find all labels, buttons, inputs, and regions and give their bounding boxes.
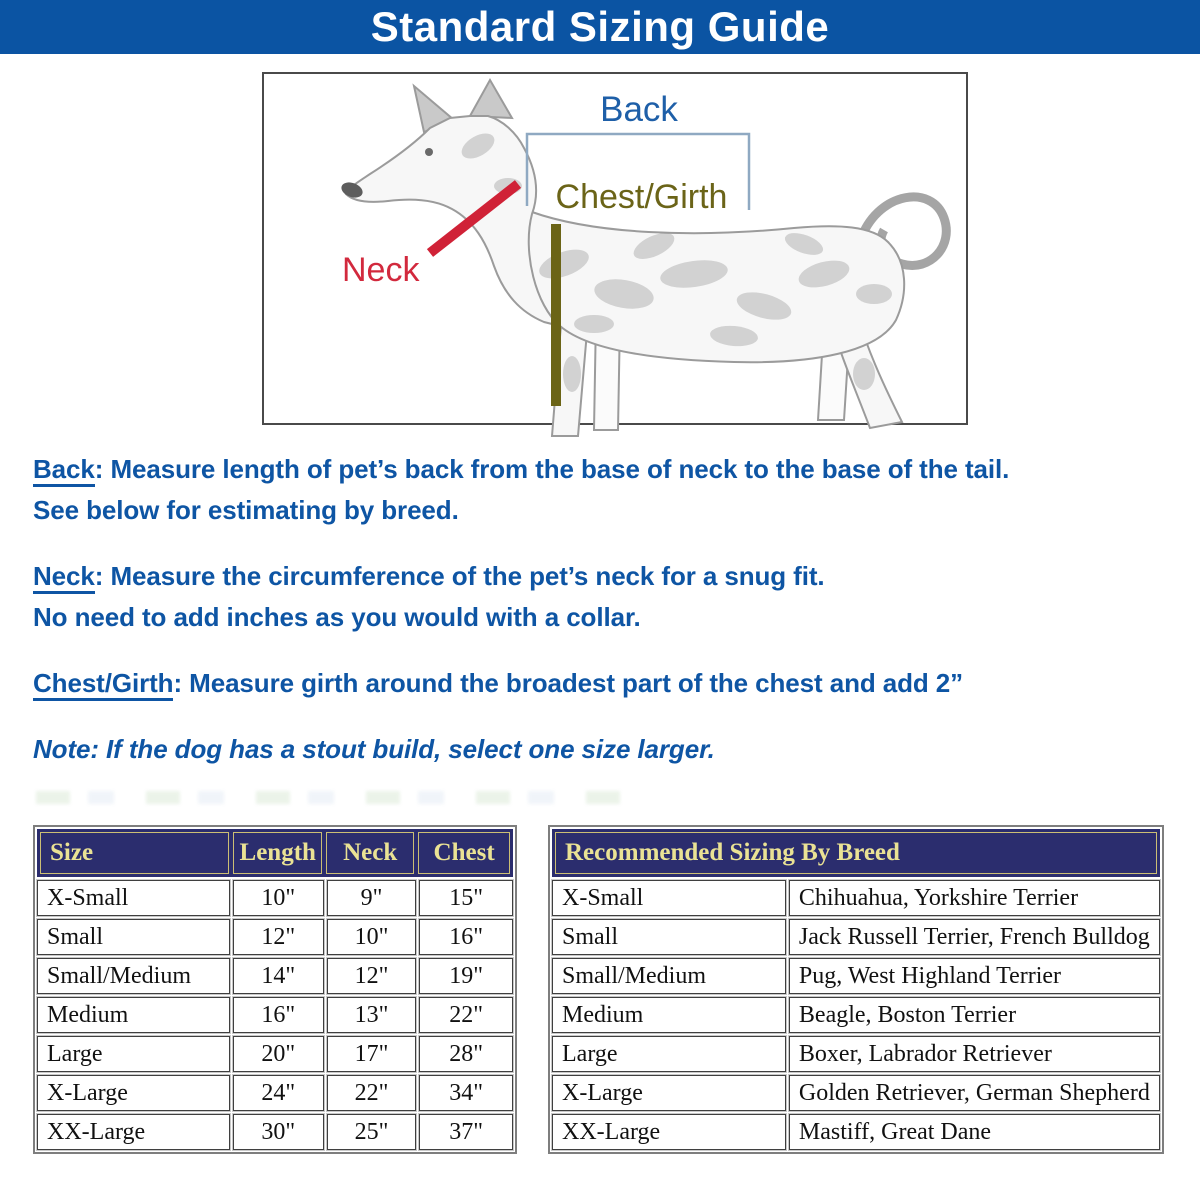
table-cell: Large [37, 1036, 230, 1072]
table-cell: Small [37, 919, 230, 955]
table-cell: XX-Large [37, 1114, 230, 1150]
breed-table-header-row [552, 829, 1160, 877]
table-cell: X-Large [37, 1075, 230, 1111]
back-text: : Measure length of pet’s back from the base of neck to the base of the tail. [94, 454, 1010, 484]
table-cell: Boxer, Labrador Retriever [789, 1036, 1160, 1072]
table-cell: 30" [233, 1114, 324, 1150]
chest-girth-measurement-label: Chest/Girth [555, 178, 728, 216]
table-cell: Golden Retriever, German Shepherd [789, 1075, 1160, 1111]
table-cell: Mastiff, Great Dane [789, 1114, 1160, 1150]
neck-text-line2: No need to add inches as you would with a collar. [33, 602, 641, 632]
table-cell: Small/Medium [552, 958, 786, 994]
note-text: Note: If the dog has a stout build, select one size larger. [33, 734, 715, 764]
size-measurements-table [33, 825, 517, 1154]
neck-term: Neck [33, 561, 95, 594]
table-cell: Beagle, Boston Terrier [789, 997, 1160, 1033]
neck-measurement-label: Neck [342, 251, 420, 289]
neck-instruction [33, 556, 1183, 638]
table-cell: 10" [233, 880, 324, 916]
table-cell: 37" [419, 1114, 513, 1150]
back-term: Back [33, 454, 95, 487]
table-cell: 13" [327, 997, 417, 1033]
breed-table-body [552, 880, 1160, 1150]
table-cell: Small/Medium [37, 958, 230, 994]
table-cell: 15" [419, 880, 513, 916]
faded-ghost-text [36, 791, 636, 804]
length-column-header: Length [233, 832, 322, 874]
table-cell: X-Small [552, 880, 786, 916]
table-cell: 22" [327, 1075, 417, 1111]
back-measurement-label: Back [600, 90, 678, 129]
back-instruction [33, 449, 1183, 531]
table-cell: 14" [233, 958, 324, 994]
table-cell: X-Large [552, 1075, 786, 1111]
table-cell: 16" [419, 919, 513, 955]
table-cell: 20" [233, 1036, 324, 1072]
table-cell: 19" [419, 958, 513, 994]
size-column-header: Size [40, 832, 229, 874]
table-cell: Chihuahua, Yorkshire Terrier [789, 880, 1160, 916]
table-cell: 17" [327, 1036, 417, 1072]
breed-recommendation-table [548, 825, 1164, 1154]
chest-term: Chest/Girth [33, 668, 173, 701]
table-cell: 12" [327, 958, 417, 994]
table-cell: Large [552, 1036, 786, 1072]
table-cell: Small [552, 919, 786, 955]
table-cell: 9" [327, 880, 417, 916]
table-cell: 12" [233, 919, 324, 955]
table-cell: Medium [552, 997, 786, 1033]
chest-column-header: Chest [418, 832, 510, 874]
neck-column-header: Neck [326, 832, 414, 874]
table-cell: Medium [37, 997, 230, 1033]
back-text-line2: See below for estimating by breed. [33, 495, 459, 525]
table-cell: 28" [419, 1036, 513, 1072]
table-cell: 25" [327, 1114, 417, 1150]
neck-text: : Measure the circumference of the pet’s neck for a snug fit. [94, 561, 825, 591]
table-cell: Jack Russell Terrier, French Bulldog [789, 919, 1160, 955]
table-cell: 16" [233, 997, 324, 1033]
table-cell: Pug, West Highland Terrier [789, 958, 1160, 994]
title-bar [0, 0, 1200, 54]
page-title: Standard Sizing Guide [370, 3, 830, 50]
size-table-header-row [37, 829, 513, 877]
table-cell: 10" [327, 919, 417, 955]
breed-table-title: Recommended Sizing By Breed [555, 832, 1157, 874]
table-cell: 24" [233, 1075, 324, 1111]
dog-measurement-diagram [262, 72, 968, 425]
table-cell: 34" [419, 1075, 513, 1111]
chest-instruction [33, 663, 1183, 704]
chest-text: : Measure girth around the broadest part of the chest and add 2” [173, 668, 964, 698]
size-table-body [37, 880, 513, 1150]
table-cell: XX-Large [552, 1114, 786, 1150]
table-cell: 22" [419, 997, 513, 1033]
table-cell: X-Small [37, 880, 230, 916]
